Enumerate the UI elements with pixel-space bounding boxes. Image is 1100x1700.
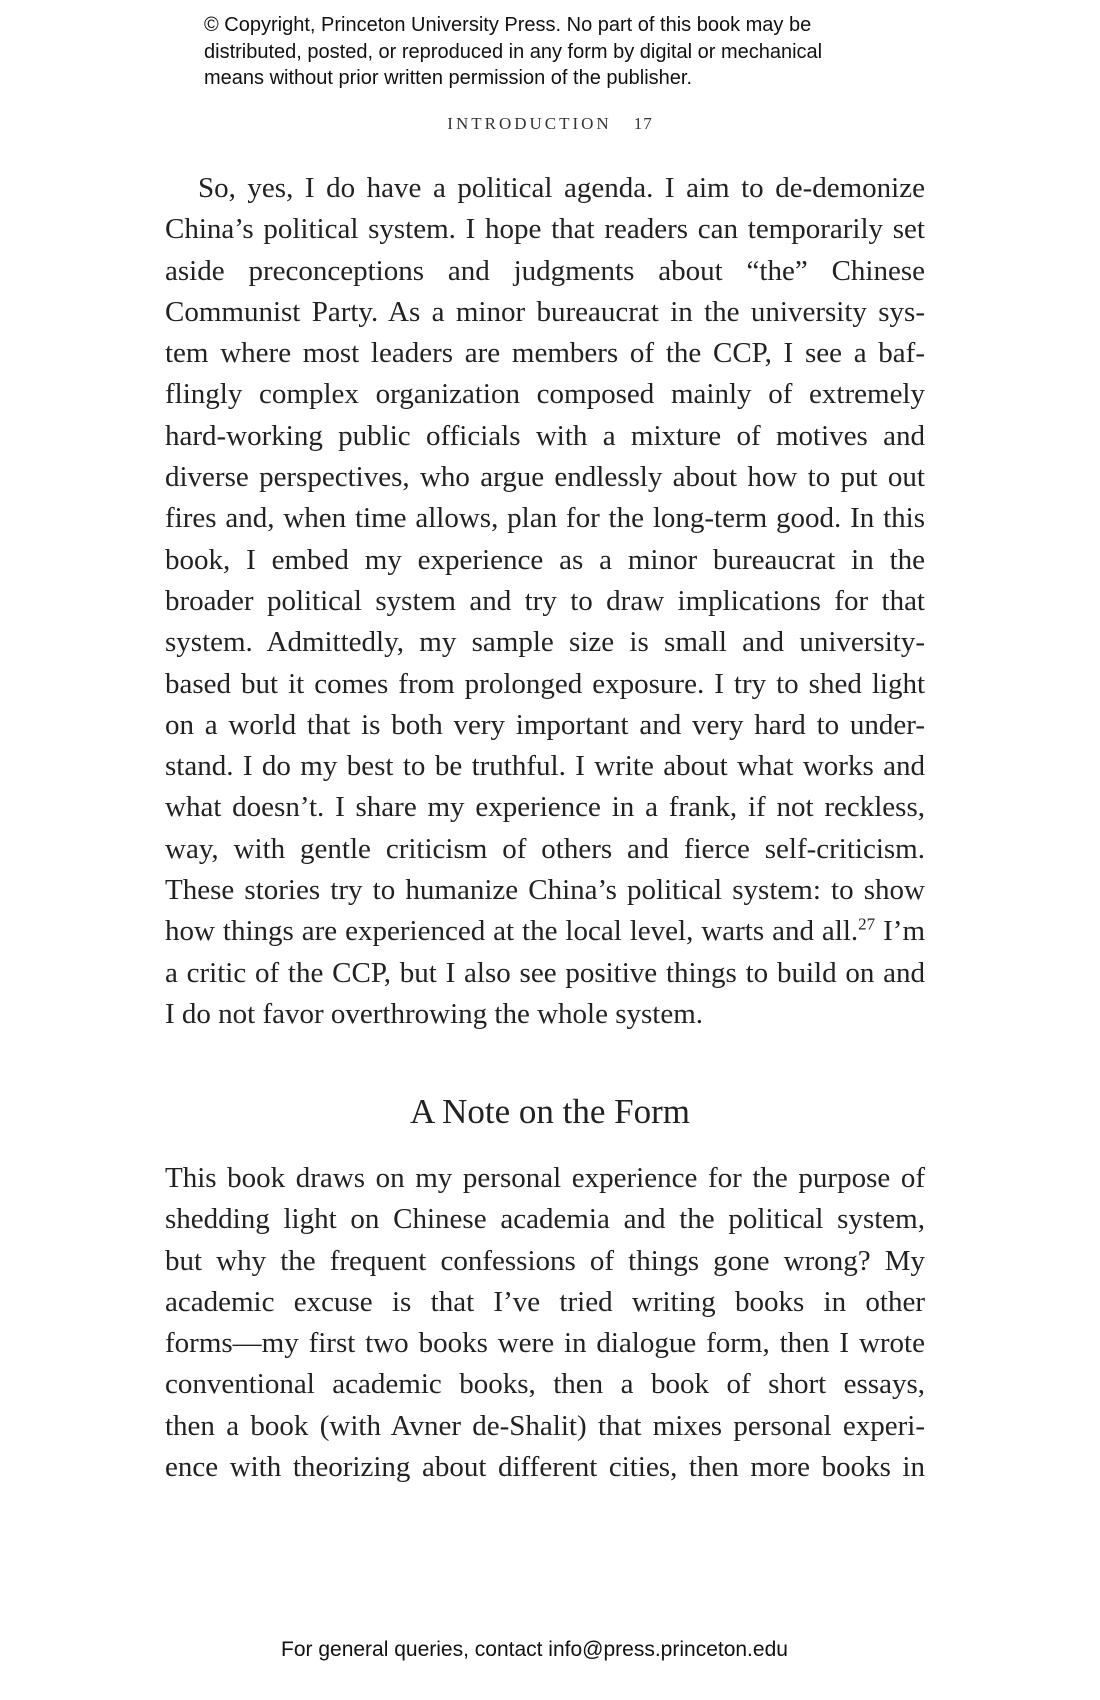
section-heading: A Note on the Form <box>410 1092 690 1131</box>
text-line: hard-working public officials with a mixture of motives and <box>165 419 925 452</box>
text-line: diverse perspectives, who argue endlessly about how to put out <box>165 461 925 494</box>
footnote-ref[interactable]: 27 <box>858 914 876 934</box>
text-line: stand. I do my best to be truthful. I write about what works and <box>165 750 925 783</box>
copyright-line: © Copyright, Princeton University Press. No part of this book may be <box>204 14 812 36</box>
text-line <box>165 911 925 952</box>
text-line: what doesn’t. I share my experience in a frank, if not reckless, <box>165 791 925 824</box>
chapter-title: INTRODUCTION <box>447 114 612 133</box>
text-line: system. Admittedly, my sample size is small and university- <box>165 626 925 659</box>
text-line: I do not favor overthrowing the whole system. <box>165 997 704 1030</box>
text-line: flingly complex organization composed mainly of extremely <box>165 378 925 411</box>
text-line: fires and, when time allows, plan for the long-term good. In this <box>165 502 925 535</box>
footer-contact: For general queries, contact info@press.princeton.edu <box>281 1638 788 1661</box>
copyright-line: means without prior written permission of the publisher. <box>204 67 693 89</box>
text-line: a critic of the CCP, but I also see positive things to build on and <box>165 956 925 989</box>
text-line: based but it comes from prolonged exposure. I try to shed light <box>165 667 925 700</box>
text-line: way, with gentle criticism of others and fierce self-criticism. <box>165 832 925 865</box>
copyright-notice <box>204 12 822 92</box>
text-line: book, I embed my experience as a minor bureaucrat in the <box>165 543 925 576</box>
text-line: This book draws on my personal experience for the purpose of <box>165 1162 925 1194</box>
text-line: aside preconceptions and judgments about “the” Chinese <box>165 254 925 287</box>
text-span: how things are experienced at the local level, warts and all. <box>165 915 859 948</box>
text-line: conventional academic books, then a book of short essays, <box>165 1368 925 1401</box>
paragraph-1 <box>165 168 925 1035</box>
text-line: but why the frequent confessions of things gone wrong? My <box>165 1244 925 1277</box>
paragraph-2 <box>165 1158 925 1488</box>
text-line: Communist Party. As a minor bureaucrat in the university sys- <box>165 295 925 328</box>
text-line: forms—my first two books were in dialogue form, then I wrote <box>165 1327 925 1360</box>
page-number: 17 <box>633 114 653 133</box>
text-line: ence with theorizing about different cities, then more books in <box>165 1451 925 1484</box>
text-line: then a book (with Avner de-Shalit) that mixes personal experi- <box>165 1409 925 1442</box>
copyright-line: distributed, posted, or reproduced in any form by digital or mechanical <box>204 40 823 63</box>
text-line: shedding light on Chinese academia and the political system, <box>165 1203 925 1236</box>
running-head <box>0 114 1100 134</box>
text-line: China’s political system. I hope that readers can temporarily set <box>165 213 925 246</box>
text-line: academic excuse is that I’ve tried writing books in other <box>165 1285 925 1318</box>
text-line: broader political system and try to draw implications for that <box>165 584 925 617</box>
text-span: I’m <box>875 915 926 948</box>
text-line: tem where most leaders are members of the CCP, I see a baf- <box>165 337 925 370</box>
text-line: These stories try to humanize China’s political system: to show <box>165 874 925 907</box>
text-line: So, yes, I do have a political agenda. I aim to de-demonize <box>198 172 925 204</box>
text-line: on a world that is both very important and very hard to under- <box>165 708 925 741</box>
